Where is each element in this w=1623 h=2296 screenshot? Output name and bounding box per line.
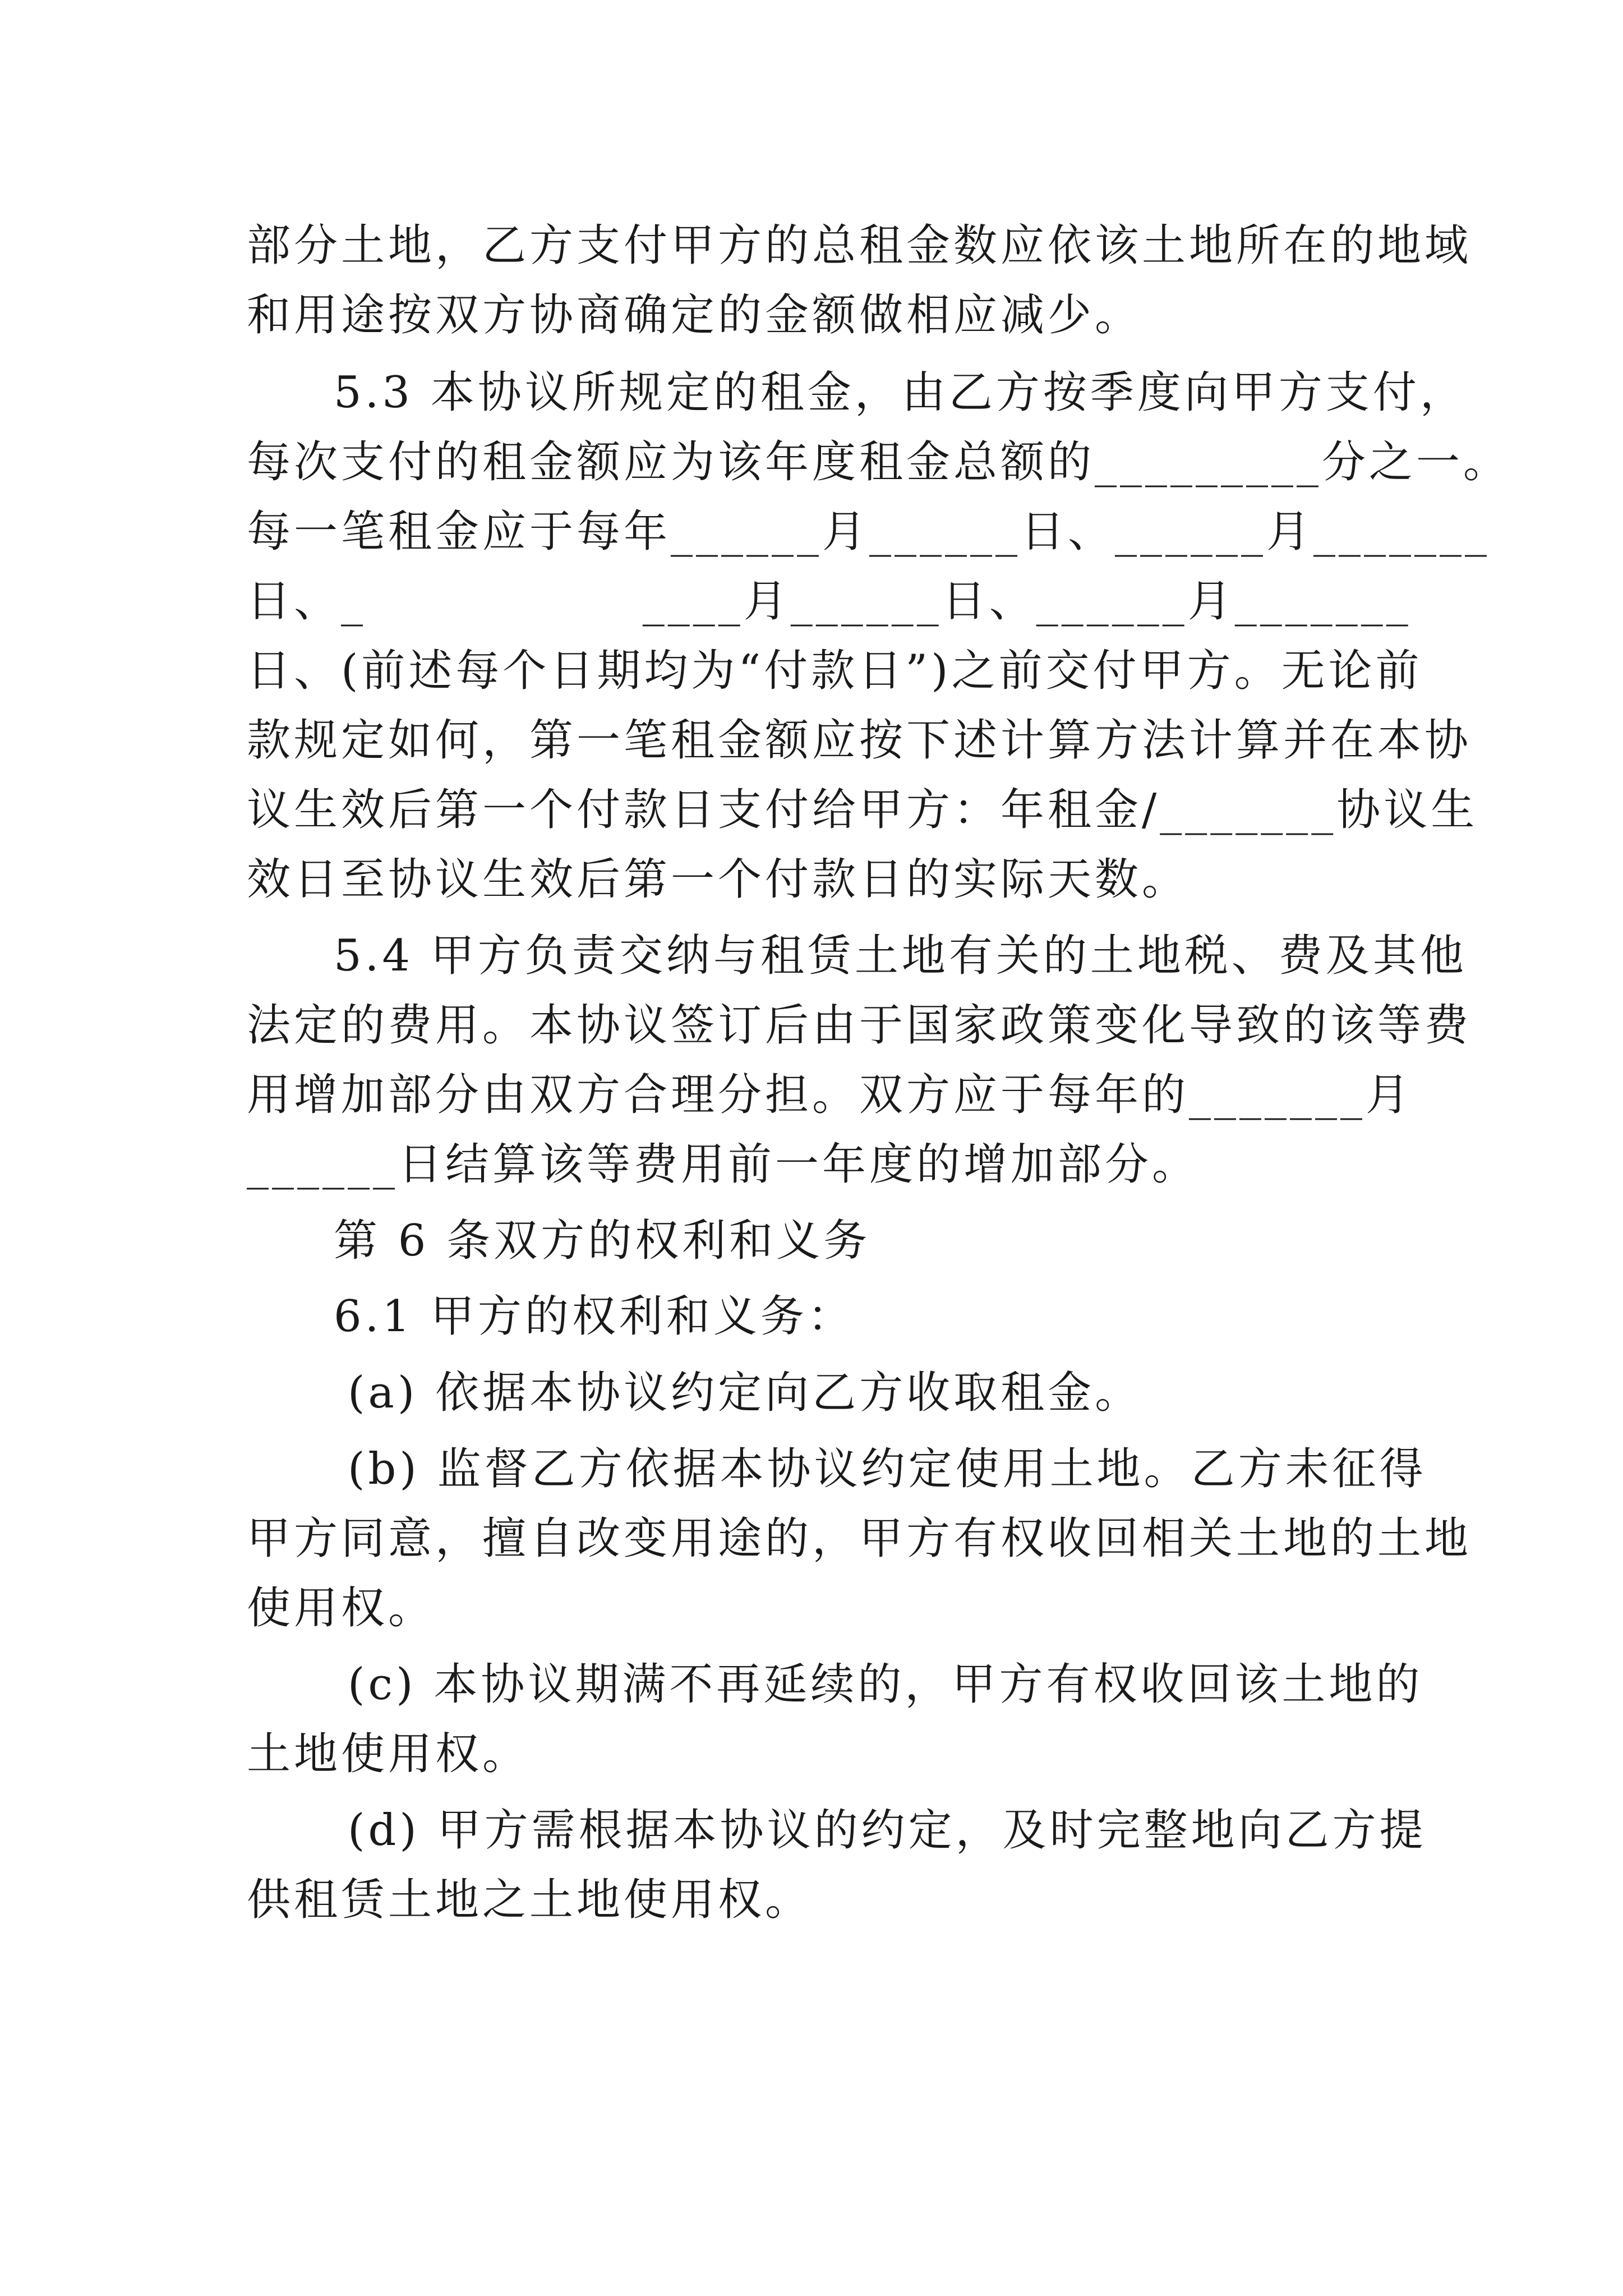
paragraph-line: 法定的费用。本协议签订后由于国家政策变化导致的该等费 [247,1000,1472,1051]
paragraph-line: 日、(前述每个日期均为“付款日”)之前交付甲方。无论前 [247,646,1423,696]
paragraph-line: 款规定如何，第一笔租金额应按下述计算方法计算并在本协 [247,715,1472,766]
paragraph-line: 5.4 甲方负责交纳与租赁土地有关的土地税、费及其他 [334,931,1467,981]
paragraph-line: 甲方同意，擅自改变用途的，甲方有权收回相关土地的土地 [247,1513,1472,1564]
paragraph-line: (b) 监督乙方依据本协议约定使用土地。乙方未征得 [348,1444,1427,1494]
paragraph-line: 每一笔租金应于每年______月______日、______月_______ [247,507,1491,557]
paragraph-line: ______日结算该等费用前一年度的增加部分。 [247,1139,1200,1190]
paragraph-line: 5.3 本协议所规定的租金，由乙方按季度向甲方支付， [334,367,1467,418]
paragraph-line: 供租赁土地之土地使用权。 [247,1875,813,1925]
paragraph-line: (a) 依据本协议约定向乙方收取租金。 [348,1368,1142,1418]
paragraph-line: 和用途按双方协商确定的金额做相应减少。 [247,290,1142,341]
paragraph-line: (c) 本协议期满不再延续的，甲方有权收回该土地的 [348,1659,1423,1710]
paragraph-line: 日、_ ____月______日、______月_______ [247,576,1412,627]
paragraph-line: 土地使用权。 [247,1729,530,1779]
paragraph-line: (d) 甲方需根据本协议的约定，及时完整地向乙方提 [348,1805,1427,1856]
section-heading: 第 6 条双方的权利和义务 [334,1216,871,1266]
paragraph-line: 每次支付的租金额应为该年度租金总额的_________分之一。 [247,437,1511,487]
paragraph-line: 议生效后第一个付款日支付给甲方：年租金/_______协议生 [247,785,1478,835]
paragraph-line: 效日至协议生效后第一个付款日的实际天数。 [247,854,1189,905]
paragraph-line: 使用权。 [247,1583,436,1634]
subsection-heading: 6.1 甲方的权利和义务： [334,1291,855,1342]
paragraph-line: 部分土地，乙方支付甲方的总租金数应依该土地所在的地域 [247,220,1472,271]
paragraph-line: 用增加部分由双方合理分担。双方应于每年的_______月 [247,1070,1413,1120]
